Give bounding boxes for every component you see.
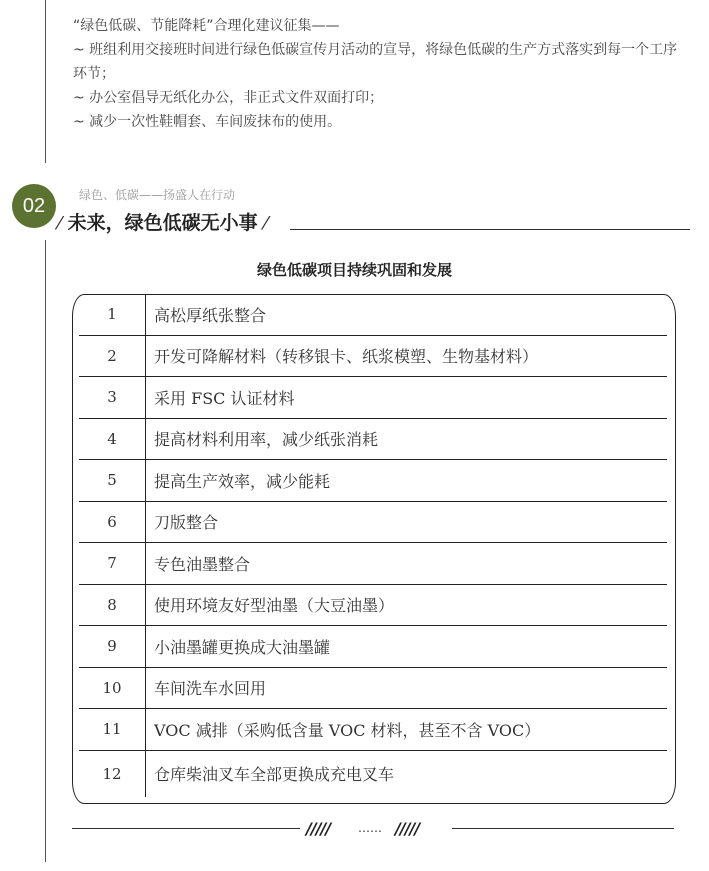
table-row (79, 336, 667, 378)
table-row (79, 626, 667, 668)
row-text: 仓库柴油叉车全部更换成充电叉车 (154, 765, 395, 784)
section-title-text: 未来，绿色低碳无小事 (67, 212, 258, 234)
row-number: 4 (79, 419, 146, 460)
row-number: 10 (79, 668, 146, 709)
project-table (79, 294, 667, 797)
footer-divider (72, 819, 674, 839)
table-row (79, 294, 667, 336)
table-row (79, 419, 667, 461)
slash-decoration: ⁄ (264, 213, 268, 234)
row-text: 采用 FSC 认证材料 (154, 388, 295, 408)
row-number: 2 (79, 336, 146, 377)
intro-item: ~ 办公室倡导无纸化办公，非正式文件双面打印； (73, 90, 384, 106)
row-number: 5 (79, 460, 146, 501)
row-text: 专色油墨整合 (154, 554, 251, 574)
table-row (79, 668, 667, 710)
row-text: 使用环境友好型油墨（大豆油墨） (154, 596, 395, 616)
row-number: 8 (79, 585, 146, 626)
row-text: 高松厚纸张整合 (154, 305, 267, 325)
row-number: 3 (79, 377, 146, 418)
row-text: 刀版整合 (154, 513, 219, 533)
row-text: 提高材料利用率，减少纸张消耗 (154, 430, 379, 450)
left-vertical-rule-bottom (45, 240, 46, 862)
row-text: 提高生产效率，减少能耗 (154, 471, 331, 491)
row-text: VOC 减排（采购低含量 VOC 材料，甚至不含 VOC） (154, 720, 541, 740)
row-text: 开发可降解材料（转移银卡、纸浆模塑、生物基材料） (154, 347, 539, 367)
table-row (79, 709, 667, 751)
intro-item: ~ 班组利用交接班时间进行绿色低碳宣传月活动的宣导，将绿色低碳的生产方式落实到每一个工序环节； (73, 42, 678, 82)
section-title (58, 208, 267, 235)
table-row (79, 585, 667, 627)
section-subtitle: 绿色、低碳——扬盛人在行动 (79, 188, 236, 202)
row-number: 12 (79, 751, 146, 797)
section-title-rule (290, 229, 690, 230)
table-row (79, 502, 667, 544)
footer-slash-mark: ///// (306, 819, 331, 838)
intro-heading: “绿色低碳、节能降耗”合理化建议征集—— (73, 18, 340, 34)
table-row (79, 543, 667, 585)
left-vertical-rule-top (45, 0, 46, 163)
table-caption: 绿色低碳项目持续巩固和发展 (256, 261, 452, 279)
row-number: 1 (79, 294, 146, 335)
row-text: 车间洗车水回用 (154, 679, 267, 699)
table-row (79, 377, 667, 419)
footer-dots: …… (358, 821, 382, 835)
row-number: 7 (79, 543, 146, 584)
row-number: 11 (79, 709, 146, 750)
footer-rule-right (452, 828, 674, 829)
footer-slash-mark: ///// (395, 819, 420, 838)
section-number-badge: 02 (12, 184, 56, 228)
intro-block (73, 14, 683, 134)
row-number: 6 (79, 502, 146, 543)
row-text: 小油墨罐更换成大油墨罐 (154, 637, 331, 657)
intro-item: ~ 减少一次性鞋帽套、车间废抹布的使用。 (73, 114, 342, 130)
table-row (79, 460, 667, 502)
footer-rule-left (72, 828, 300, 829)
slash-decoration: ⁄ (58, 213, 62, 234)
table-row (79, 751, 667, 797)
row-number: 9 (79, 626, 146, 667)
